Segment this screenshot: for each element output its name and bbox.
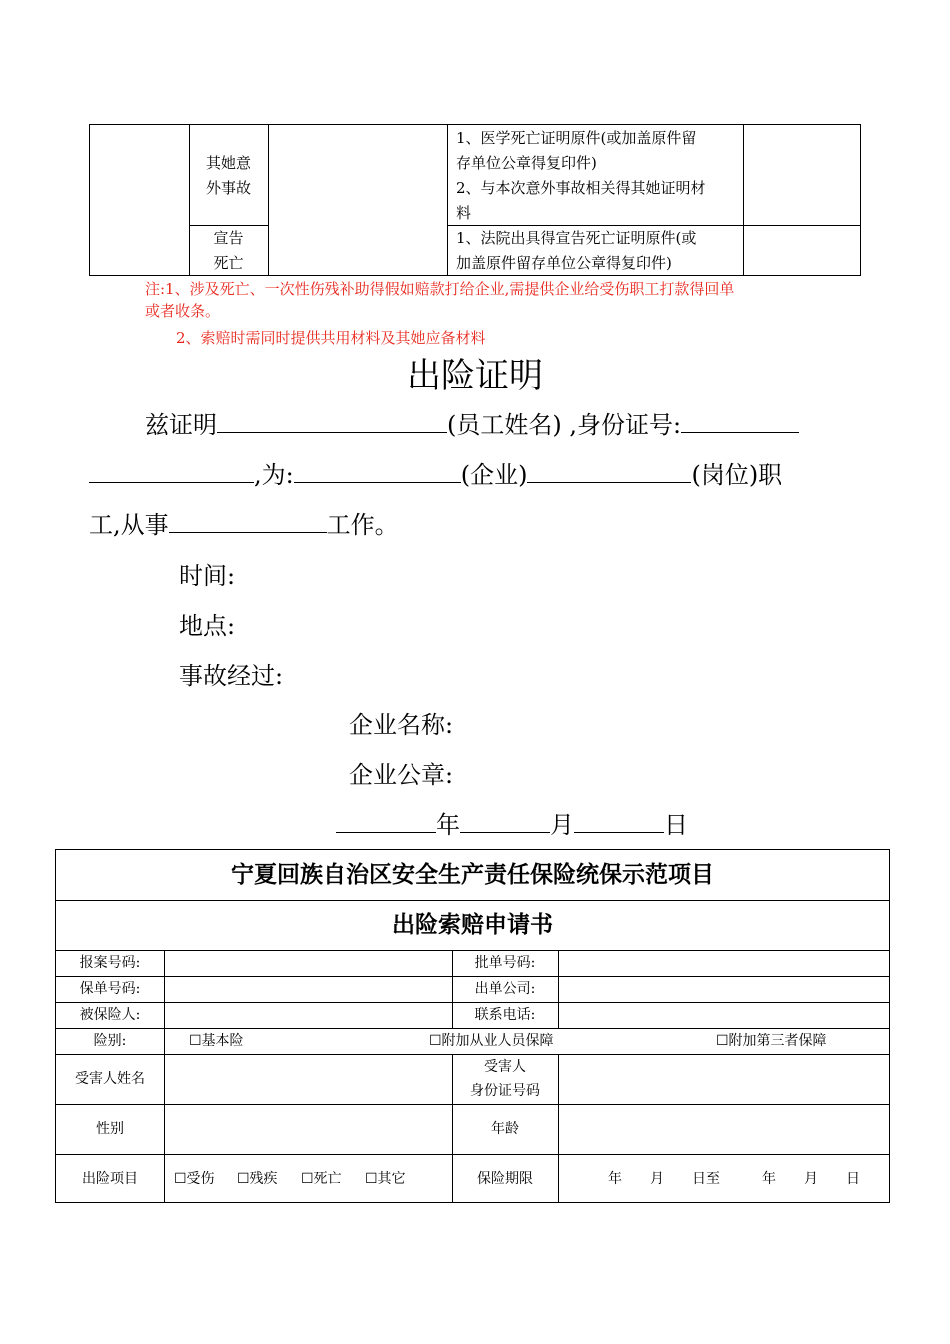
category-other-accident [189,151,268,201]
policy-number-field[interactable] [165,977,451,1001]
phone-field[interactable] [559,1003,889,1027]
insured-label: 被保险人: [79,1007,141,1023]
gender-field[interactable] [165,1105,451,1153]
claim-item-label: 出险项目 [82,1171,138,1187]
time-label: 时间: [179,562,236,590]
text: (岗位)职 [691,461,783,489]
insured-field[interactable] [165,1003,451,1027]
employee-name-blank[interactable] [217,408,447,433]
issuer-field[interactable] [559,977,889,1001]
category-declared-death [189,226,268,276]
text: 工,从事 [89,511,169,539]
issuer-label: 出单公司: [474,981,536,997]
position-blank[interactable] [527,458,691,483]
month-blank[interactable] [460,808,550,833]
death-checkbox[interactable]: ☐死亡 [301,1171,342,1187]
victim-id-field[interactable] [559,1055,889,1103]
report-number-label: 报案号码: [79,955,141,971]
certificate-title: 出险证明 [407,356,543,396]
company-blank[interactable] [294,458,461,483]
form-subtitle: 出险索赔申请书 [392,912,553,938]
note-line-3: 2、索赔时需同时提供共用材料及其她应备材料 [176,329,486,347]
id-number-blank[interactable] [681,408,799,433]
category-line: 外事故 [205,179,251,197]
report-number-field[interactable] [165,951,451,975]
material-line: 1、法院出具得宣告死亡证明原件(或 [456,229,697,247]
id-number-blank-cont[interactable] [89,458,254,483]
label-line: 身份证号码 [470,1083,540,1099]
third-party-coverage-checkbox[interactable]: ☐附加第三者保障 [716,1033,827,1049]
text: (企业) [460,461,528,489]
batch-number-field[interactable] [559,951,889,975]
category-line: 宣告 [213,229,244,247]
year-label: 年 [436,811,460,839]
disability-checkbox[interactable]: ☐残疾 [237,1171,278,1187]
materials-table [89,124,861,276]
materials-other-accident [456,126,746,226]
text: (员工姓名) ,身份证号: [447,411,682,439]
company-name-label: 企业名称: [349,711,454,739]
text: 兹证明 [145,411,217,439]
work-blank[interactable] [169,508,327,533]
materials-declared-death [456,226,746,276]
material-line: 料 [456,204,472,222]
accident-process-label: 事故经过: [179,662,284,690]
employee-coverage-checkbox[interactable]: ☐附加从业人员保障 [429,1033,554,1049]
basic-insurance-checkbox[interactable]: ☐基本险 [189,1033,244,1049]
insurance-type-label: 险别: [93,1033,127,1049]
insurance-period-field[interactable]: 年 月 日至 年 月 日 [608,1171,860,1187]
gender-label: 性别 [96,1121,124,1137]
age-label: 年龄 [491,1121,519,1137]
day-blank[interactable] [574,808,664,833]
day-label: 日 [664,811,688,839]
text: ,为: [254,461,294,489]
victim-id-label [452,1055,558,1103]
month-label: 月 [550,811,574,839]
text: 工作。 [326,511,399,539]
material-line: 存单位公章得复印件) [456,154,597,172]
victim-name-field[interactable] [165,1055,451,1103]
place-label: 地点: [179,612,236,640]
date-line [336,808,688,842]
note-line-2: 或者收条。 [145,302,221,320]
batch-number-label: 批单号码: [474,955,536,971]
material-line: 1、医学死亡证明原件(或加盖原件留 [456,129,697,147]
other-checkbox[interactable]: ☐其它 [365,1171,406,1187]
material-line: 2、与本次意外事故相关得其她证明材 [456,179,706,197]
note-line-1: 注:1、涉及死亡、一次性伤残补助得假如赔款打给企业,需提供企业给受伤职工打款得回单 [145,280,735,298]
material-line: 加盖原件留存单位公章得复印件) [456,254,672,272]
age-field[interactable] [559,1105,889,1153]
policy-number-label: 保单号码: [79,981,141,997]
label-line: 受害人 [484,1059,526,1075]
company-seal-label: 企业公章: [349,761,454,789]
claim-form [55,849,890,1203]
certificate-line-1 [145,408,799,442]
category-line: 死亡 [213,254,244,272]
victim-name-label: 受害人姓名 [75,1071,145,1087]
year-blank[interactable] [336,808,436,833]
form-title: 宁夏回族自治区安全生产责任保险统保示范项目 [231,862,714,888]
injury-checkbox[interactable]: ☐受伤 [174,1171,215,1187]
phone-label: 联系电话: [474,1007,536,1023]
certificate-line-2 [89,458,782,492]
insurance-period-label: 保险期限 [477,1171,533,1187]
category-line: 其她意 [205,154,251,172]
certificate-line-3 [89,508,399,542]
